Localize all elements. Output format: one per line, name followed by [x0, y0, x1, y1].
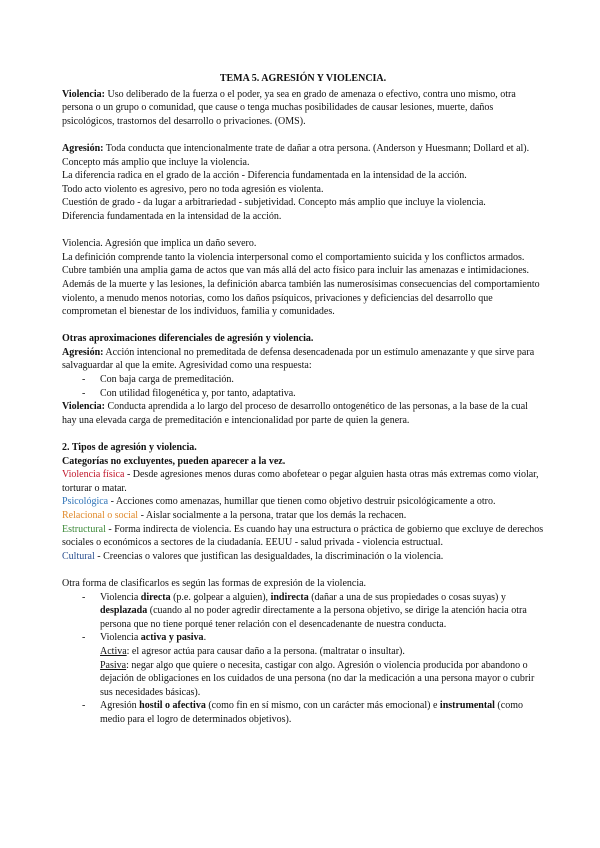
tipo-psicologica: Psicológica - Acciones como amenazas, humillar que tienen como objetivo destruir psicológicamente a otro. — [62, 496, 496, 508]
agresion-line: La diferencia radica en el grado de la acción - Diferencia fundamentada en la intensidad de la acción. — [62, 170, 467, 182]
otras-agresion-term: Agresión: — [62, 346, 104, 358]
document-content — [62, 72, 544, 727]
otras-agresion: Agresión: Acción intencional no premeditada de defensa desencadenada por un estímulo amenazante y que sirve para salvaguardar al que la emite. Agresividad como una respuesta: — [62, 346, 535, 372]
agresion-term: Agresión: — [62, 142, 104, 154]
violencia-paragraph: La definición comprende tanto la violencia interpersonal como el comportamiento suicida y los conflictos armados. Cubre también una amplia gama de actos que van más allá del acto físico para incluir las amenazas e intimidaciones. Además de la muerte y las lesiones, la definición abarca también las numerosísimas consecuencias del comportamiento violento, a menudo menos notorias, como los daños psíquicos, privaciones y deficiencias del desarrollo que comprometan el bienestar de los individuos, familia y comunidades. — [62, 251, 540, 318]
tipo-cultural: Cultural - Creencias o valores que justifican las desigualdades, la discriminación o la violencia. — [62, 550, 444, 562]
violencia-definition — [62, 88, 544, 129]
list-item: - Con baja carga de premeditación. — [82, 374, 234, 386]
violencia-term: Violencia: — [62, 88, 105, 100]
otras-violencia: Violencia: Conducta aprendida a lo largo del proceso de desarrollo ontogenético de las personas, a la base de la cual hay una elevada carga de premeditación e intencionalidad por parte de quien la genera. — [62, 401, 528, 426]
otras-heading: Otras aproximaciones diferenciales de agresión y violencia. — [62, 333, 314, 345]
activa-line: Activa: el agresor actúa para causar daño a la persona. (maltratar o insultar). — [100, 645, 405, 657]
list-item: - Violencia activa y pasiva. Activa: el agresor actúa para causar daño a la persona. (maltratar o insultar). Pasiva: negar algo que quiere o necesita, castigar con algo. Agresión o violencia producida por abandono o dejación de obligaciones en los cuidados de una persona (no dar la medicación a una persona mayor o cubrir sus necesidades básicas). — [62, 631, 544, 699]
relacional-label: Relacional o social — [62, 510, 139, 521]
list-item: - Agresión hostil o afectiva (como fin en sí mismo, con un carácter más emocional) e instrumental (como medio para el logro de determinados objetivos). — [82, 700, 523, 725]
document-title: TEMA 5. AGRESIÓN Y VIOLENCIA. — [219, 73, 387, 84]
agresion-line: Todo acto violento es agresivo, pero no toda agresión es violenta. — [62, 183, 324, 195]
list-item: - Violencia directa (p.e. golpear a alguien), indirecta (dañar a una de sus propiedades o cosas suyas) y desplazada (cuando al no poder agredir directamente a la persona objetivo, se dirige la atención hacia otra persona que no tiene porqué tener relación con el desencadenante de nuestra conducta. — [82, 591, 527, 630]
tipos-subheading: Categorías no excluyentes, pueden aparecer a la vez. — [62, 455, 286, 467]
tipo-relacional: Relacional o social - Aislar socialmente a la persona, tratar que los demás la rechacen. — [62, 510, 407, 521]
otras-violencia-term: Violencia: — [62, 401, 105, 413]
violencia-severe: Violencia. Agresión que implica un daño severo. — [62, 238, 257, 250]
agresion-line: Cuestión de grado - da lugar a arbitrariedad - subjetividad. Concepto más amplio que incluye la violencia. — [62, 197, 486, 209]
tipos-heading: 2. Tipos de agresión y violencia. — [62, 442, 197, 454]
agresion-definition — [62, 142, 544, 169]
cultural-label: Cultural — [62, 550, 95, 562]
list-item: - Con utilidad filogenética y, por tanto, adaptativa. — [82, 387, 296, 399]
tipo-estructural: Estructural - Forma indirecta de violencia. Es cuando hay una estructura o práctica de gobierno que excluye de derechos sociales o económicos a sectores de la ciudadanía. EEUU - salud privada - violencia estructual. — [62, 523, 544, 549]
formas-intro: Otra forma de clasificarlos es según las formas de expresión de la violencia. — [62, 577, 367, 589]
tipo-fisica: Violencia física - Desde agresiones menos duras como abofetear o pegar alguien hasta otras más extremas como violar, torturar o matar. — [62, 469, 539, 494]
pasiva-line: Pasiva: negar algo que quiere o necesita, castigar con algo. Agresión o violencia producida por abandono o dejación de obligaciones en los cuidados de una persona (no dar la medicación a una persona mayor o cubrir sus necesidades básicas). — [100, 659, 535, 698]
agresion-text: Toda conducta que intencionalmente trate de dañar a otra persona. (Anderson y Huesmann; Dollard et al). Concepto más amplio que incluye la violencia. — [62, 142, 530, 168]
fisica-label: Violencia física — [62, 469, 125, 481]
psicologica-label: Psicológica — [62, 496, 109, 508]
estructural-label: Estructural — [62, 523, 106, 535]
agresion-line: Diferencia fundamentada en la intensidad de la acción. — [62, 210, 282, 222]
violencia-text: Uso deliberado de la fuerza o el poder, ya sea en grado de amenaza o efectivo, contra uno mismo, otra persona o un grupo o comunidad, que cause o tenga muchas posibilidades de causar lesiones, muerte, daños psicológicos, trastornos del desarrollo o privaciones. (OMS). — [62, 88, 516, 127]
